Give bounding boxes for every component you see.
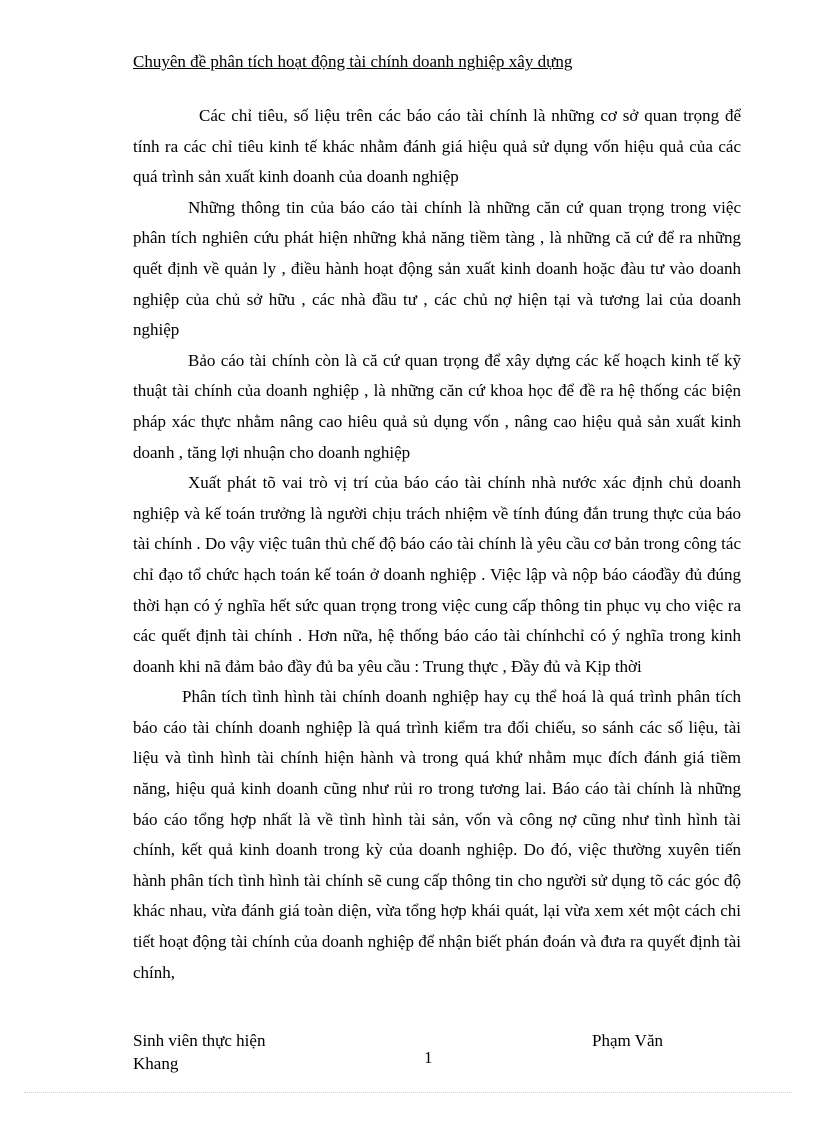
- footer-author-name: Phạm Văn: [592, 1031, 663, 1050]
- paragraph-5: Phân tích tình hình tài chính doanh nghiệp hay cụ thể hoá là quá trình phân tích báo cáo tài chính doanh nghiệp là quá trình kiểm tra đối chiếu, so sánh các số liệu, tài liệu và tình hình tài chính hiện hành và trong quá khứ nhằm mục đích đánh giá tiềm năng, hiệu quả kinh doanh cũng như rủi ro trong tương lai. Báo cáo tài chính là những báo cáo tổng hợp nhất là về tình hình tài sản, vốn và công nợ cũng như tình hình tài chính, kết quả kinh doanh trong kỳ của doanh nghiệp. Do đó, việc thường xuyên tiến hành phân tích tình hình tài chính sẽ cung cấp thông tin cho người sử dụng tõ các góc độ khác nhau, vừa đánh giá toàn diện, vừa tổng hợp khái quát, lại vừa xem xét một cách chi tiết hoạt động tài chính của doanh nghiệp để nhận biết phán đoán và đưa ra quyết định tài chính,: [133, 687, 741, 982]
- page-number: 1: [424, 1048, 433, 1067]
- paragraph-3: Bảo cáo tài chính còn là că cứ quan trọng để xây dựng các kế hoạch kinh tế kỹ thuật tài chính của doanh nghiệp , là những căn cứ khoa học để đề ra hệ thống các biện pháp xác thực nhằm nâng cao hiêu quả sủ dụng vốn , nâng cao hiệu quả sản xuất kinh doanh , tăng lợi nhuận cho doanh nghiệp: [133, 350, 741, 462]
- paragraph-1: Các chỉ tiêu, số liệu trên các báo cáo tài chính là những cơ sở quan trọng để tính ra các chỉ tiêu kinh tế khác nhằm đánh giá hiệu quả sử dụng vốn hiệu quả của các quá trình sản xuất kinh doanh của doanh nghiệp: [133, 106, 741, 187]
- footer-author-line-2: Khang: [133, 1054, 179, 1073]
- footer-author-line-1: Sinh viên thực hiện: [133, 1031, 266, 1050]
- body-text: [133, 101, 741, 988]
- paragraph-2: Những thông tin của báo cáo tài chính là những căn cứ quan trọng trong việc phân tích nghiên cứu phát hiện những khả năng tiềm tàng , là những că cứ để ra những quết định về quản ly , điều hành hoạt động sản xuất kinh doanh hoặc đàu tư vào doanh nghiệp của chủ sở hữu , các nhà đầu tư , các chủ nợ hiện tại và tương lai của doanh nghiệp: [133, 197, 741, 340]
- paragraph-4: Xuất phát tõ vai trò vị trí của báo cáo tài chính nhà nước xác định chủ doanh nghiệp và kế toán trưởng là người chịu trách nhiệm về tính đúng đắn trung thực của báo tài chính . Do vậy việc tuân thủ chế độ báo cáo tài chính là yêu cầu cơ bản trong công tác chỉ đạo tổ chức hạch toán kế toán ở doanh nghiệp . Việc lập và nộp báo cáođầy đủ đúng thời hạn có ý nghĩa hết sức quan trọng trong việc cung cấp thông tin phục vụ cho việc ra các quết định tài chính . Hơn nữa, hệ thống báo cáo tài chínhchỉ có ý nghĩa trong kinh doanh khi nã đảm bảo đầy đủ ba yêu cầu : Trung thực , Đầy đủ và Kịp thời: [133, 473, 741, 676]
- page-bottom-divider: [24, 1092, 792, 1093]
- page-header-title: Chuyên đề phân tích hoạt động tài chính doanh nghiệp xây dựng: [133, 52, 573, 71]
- footer-author-label: [133, 1029, 265, 1075]
